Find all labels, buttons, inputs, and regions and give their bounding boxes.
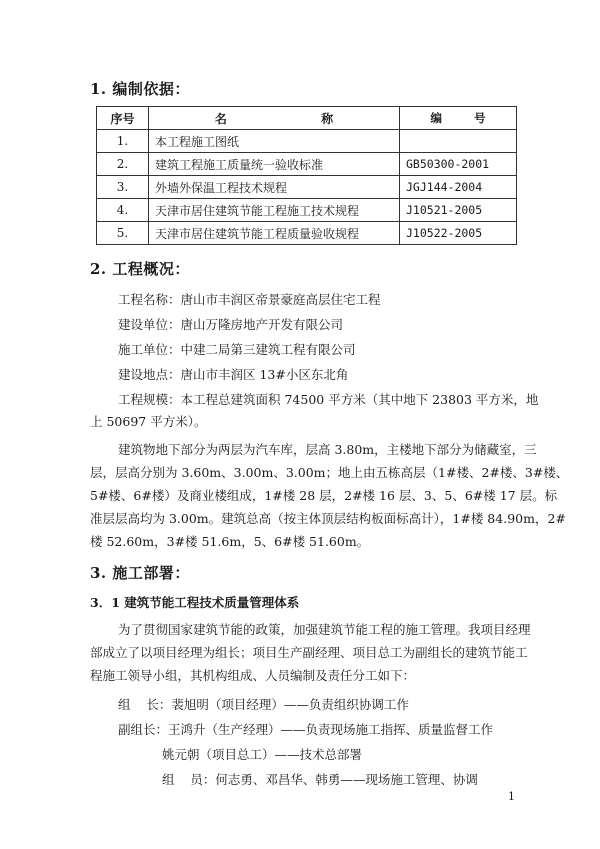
row-name: 外墙外保温工程技术规程 xyxy=(149,176,400,199)
section-1-heading: 1. 编制依据： xyxy=(90,80,190,98)
table-header-row xyxy=(97,107,517,130)
row-code: J10521-2005 xyxy=(400,199,517,222)
desc-line-1: 建筑物地下部分为两层为汽车库，层高 3.80m，主楼地下部分为储藏室，三 xyxy=(118,442,537,457)
team-deputy-1: 副组长：王鸿升（生产经理）——负责现场施工指挥、质量监督工作 xyxy=(118,722,494,737)
page-number: 1 xyxy=(508,790,515,803)
team-members: 组 员：何志勇、邓昌华、韩勇——现场施工管理、协调 xyxy=(162,772,478,787)
project-name: 工程名称：唐山市丰润区帝景豪庭高层住宅工程 xyxy=(118,292,381,307)
table-row xyxy=(97,153,517,176)
developer: 建设单位：唐山万隆房地产开发有限公司 xyxy=(118,317,344,332)
para-line-2: 部成立了以项目经理为组长；项目生产副经理、项目总工为副组长的建筑节能工 xyxy=(90,645,528,660)
para-line-3: 程施工领导小组，其机构组成、人员编制及责任分工如下： xyxy=(90,668,416,683)
header-name-text: 名 称 xyxy=(214,111,334,126)
scale-line-2: 上 50697 平方米）。 xyxy=(90,414,207,429)
row-no: 3. xyxy=(97,176,149,199)
row-code: JGJ144-2004 xyxy=(400,176,517,199)
section-3-1-heading: 3．1 建筑节能工程技术质量管理体系 xyxy=(90,595,300,610)
para-line-1: 为了贯彻国家建筑节能的政策，加强建筑节能工程的施工管理。我项目经理 xyxy=(118,622,531,637)
desc-line-4: 准层层高均为 3.00m。建筑总高（按主体顶层结构板面标高计），1#楼 84.90m，2# xyxy=(90,511,566,526)
team-deputy-2: 姚元朝（项目总工）——技术总部署 xyxy=(162,747,363,762)
row-name: 建筑工程施工质量统一验收标准 xyxy=(149,153,400,176)
header-code xyxy=(400,107,517,130)
header-name xyxy=(149,107,400,130)
row-name: 本工程施工图纸 xyxy=(149,130,400,153)
table-row xyxy=(97,176,517,199)
scale-line-1: 工程规模：本工程总建筑面积 74500 平方米（其中地下 23803 平方米，地 xyxy=(118,392,539,407)
row-name: 天津市居住建筑节能工程质量验收规程 xyxy=(149,222,400,245)
row-code: J10522-2005 xyxy=(400,222,517,245)
team-leader: 组 长：裴旭明（项目经理）——负责组织协调工作 xyxy=(118,697,409,712)
row-no: 5. xyxy=(97,222,149,245)
header-code-text: 编 号 xyxy=(430,111,486,125)
table-row xyxy=(97,222,517,245)
location: 建设地点：唐山市丰润区 13#小区东北角 xyxy=(118,367,349,382)
row-no: 2. xyxy=(97,153,149,176)
basis-table xyxy=(96,106,517,245)
desc-line-5: 楼 52.60m，3#楼 51.6m，5、6#楼 51.60m。 xyxy=(90,534,370,549)
section-3-heading: 3. 施工部署： xyxy=(90,564,190,582)
header-no: 序号 xyxy=(97,107,149,130)
row-name: 天津市居住建筑节能工程施工技术规程 xyxy=(149,199,400,222)
row-no: 4. xyxy=(97,199,149,222)
section-2-heading: 2. 工程概况： xyxy=(90,260,190,278)
row-code xyxy=(400,130,517,153)
desc-line-2: 层，层高分别为 3.60m、3.00m、3.00m；地上由五栋高层（1#楼、2#楼、3#楼、 xyxy=(90,465,569,480)
table-row xyxy=(97,199,517,222)
row-no: 1. xyxy=(97,130,149,153)
desc-line-3: 5#楼、6#楼）及商业楼组成，1#楼 28 层，2#楼 16 层、3、5、6#楼 17 层。标 xyxy=(90,488,558,503)
table-row xyxy=(97,130,517,153)
row-code: GB50300-2001 xyxy=(400,153,517,176)
contractor: 施工单位：中建二局第三建筑工程有限公司 xyxy=(118,342,356,357)
